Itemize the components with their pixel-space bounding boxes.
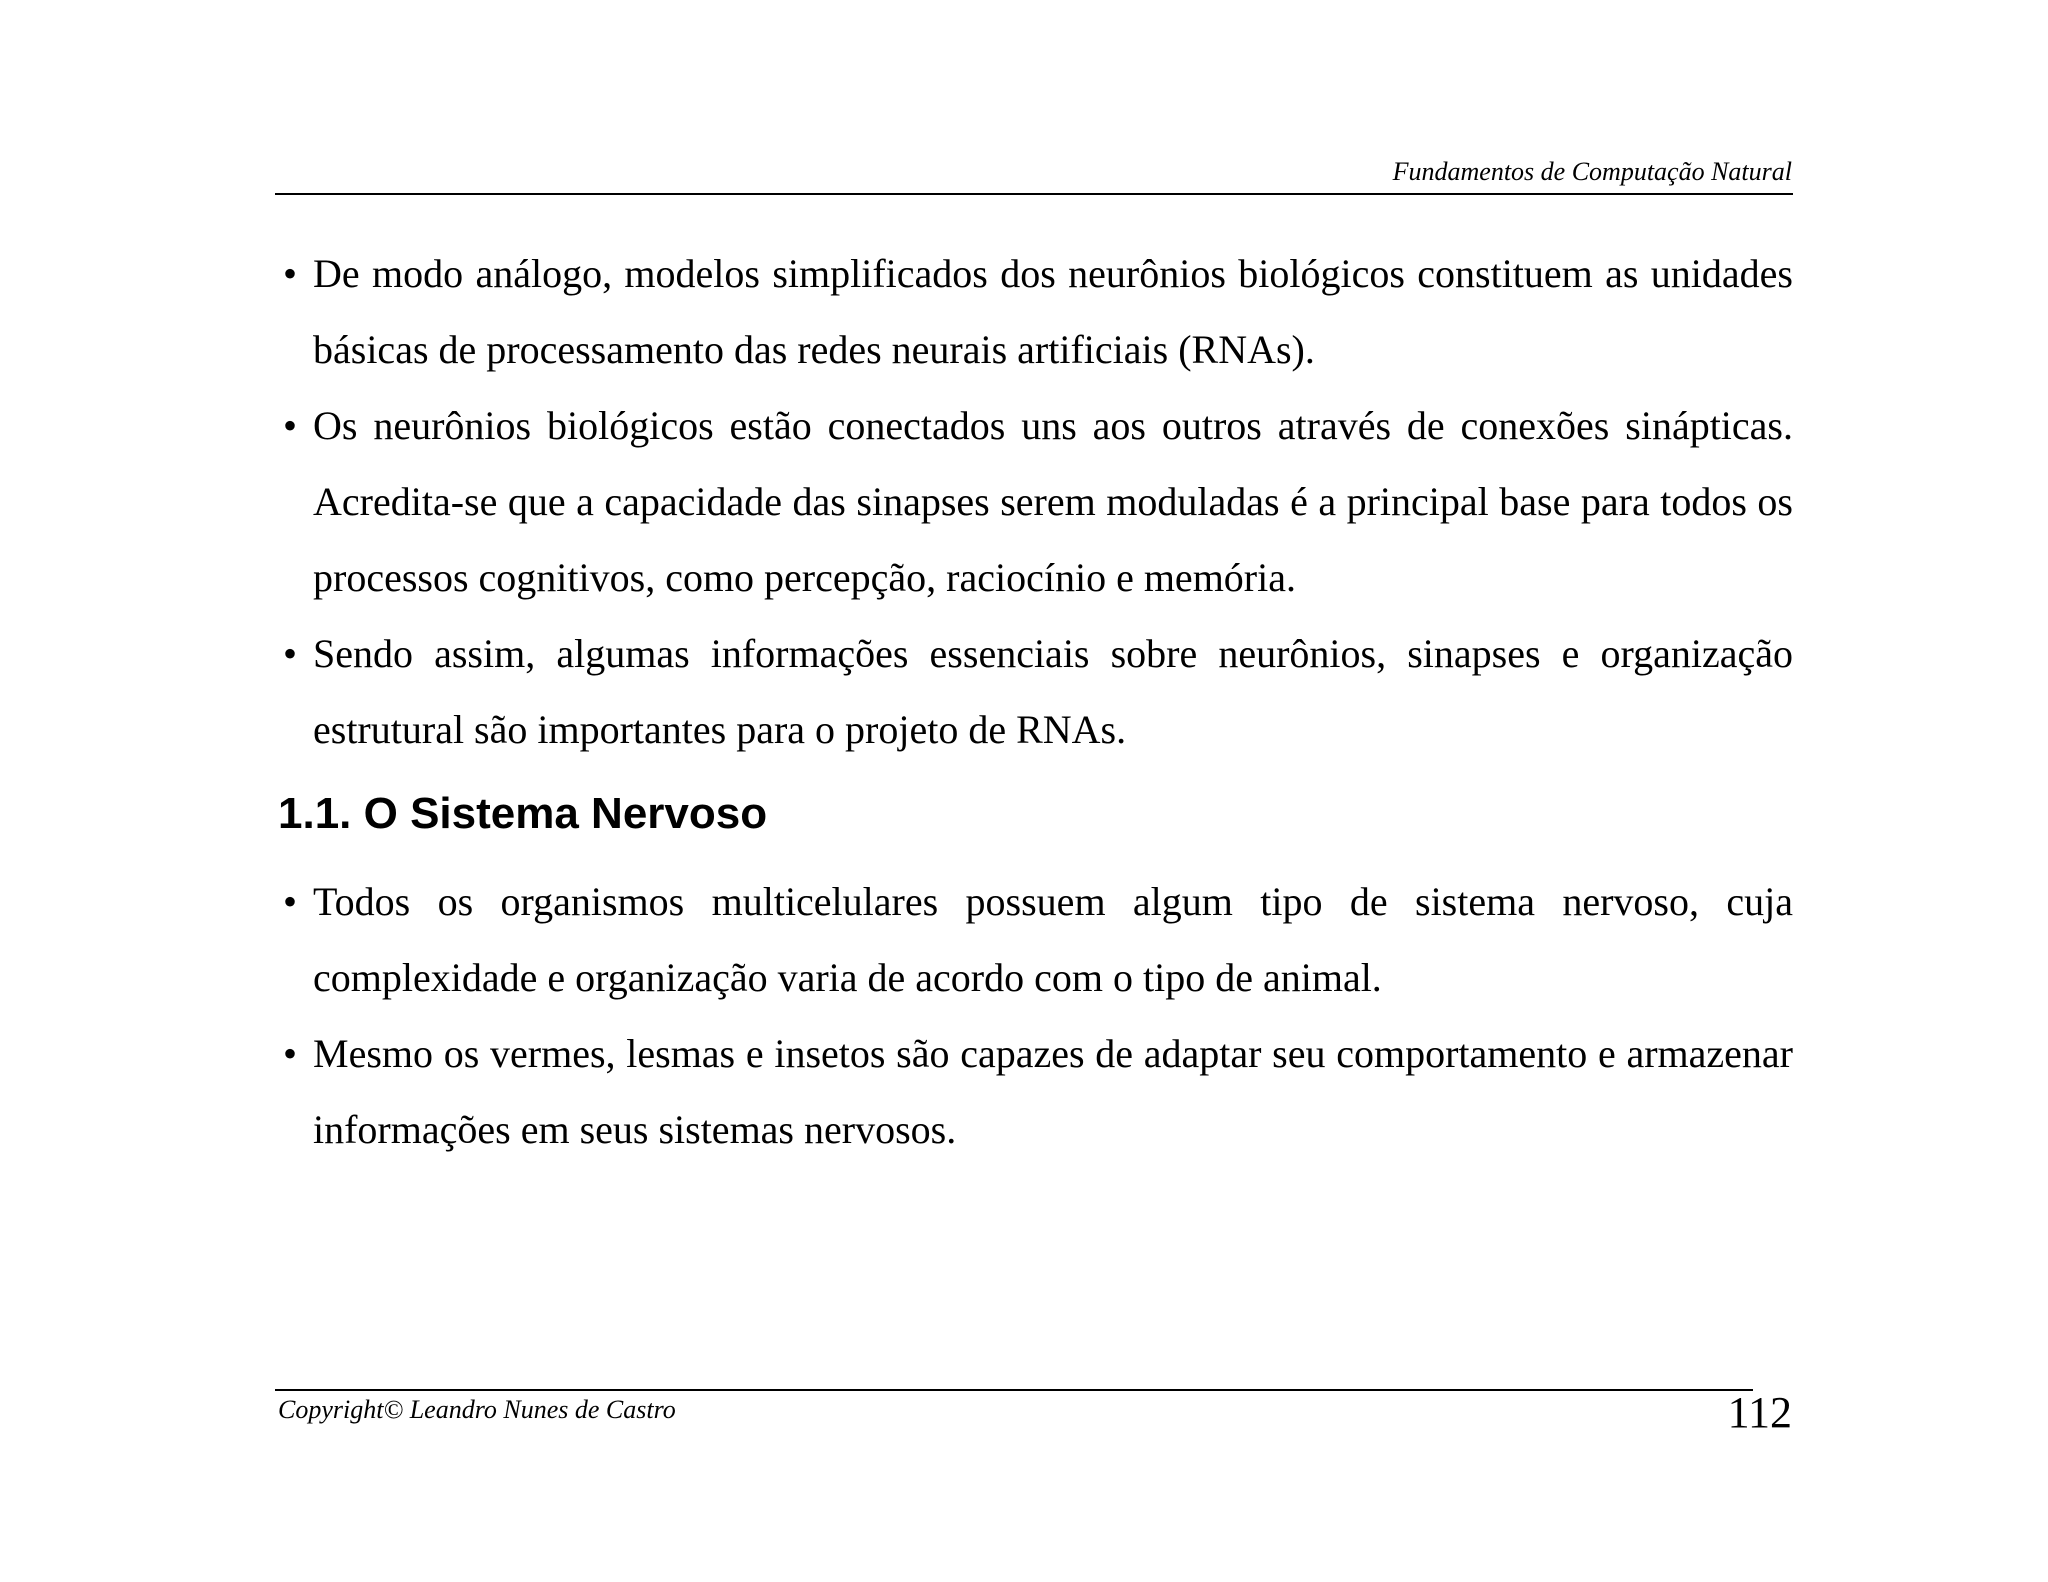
section-heading: 1.1. O Sistema Nervoso — [278, 789, 768, 838]
bullet-text: Sendo assim, algumas informações essenciais sobre neurônios, sinapses e organização estrutural são importantes para o projeto de RNAs. — [313, 631, 1793, 752]
bullet-text: Mesmo os vermes, lesmas e insetos são capazes de adaptar seu comportamento e armazenar informações em seus sistemas nervosos. — [313, 1031, 1793, 1152]
header-rule — [275, 193, 1793, 195]
section-bullet-list — [275, 864, 1793, 1168]
bullet-item — [275, 864, 1793, 1016]
running-header: Fundamentos de Computação Natural — [1392, 157, 1792, 186]
page-body — [275, 236, 1793, 1168]
footer-copyright: Copyright© Leandro Nunes de Castro — [278, 1395, 676, 1424]
bullet-marker: • — [282, 1031, 297, 1076]
bullet-text: De modo análogo, modelos simplificados dos neurônios biológicos constituem as unidades básicas de processamento das redes neurais artificiais (RNAs). — [313, 251, 1793, 372]
bullet-item — [275, 616, 1793, 768]
bullet-text: Os neurônios biológicos estão conectados uns aos outros através de conexões sinápticas. Acredita-se que a capacidade das sinapses serem moduladas é a principal base para todos os processos cognitivos, como percepção, raciocínio e memória. — [313, 403, 1793, 600]
page-number: 112 — [1727, 1388, 1792, 1437]
intro-bullet-list — [275, 236, 1793, 768]
footer-rule — [275, 1389, 1753, 1391]
bullet-marker: • — [282, 879, 297, 924]
bullet-item — [275, 388, 1793, 616]
bullet-item — [275, 1016, 1793, 1168]
bullet-marker: • — [282, 403, 297, 448]
bullet-item — [275, 236, 1793, 388]
bullet-marker: • — [282, 631, 297, 676]
bullet-text: Todos os organismos multicelulares possuem algum tipo de sistema nervoso, cuja complexidade e organização varia de acordo com o tipo de animal. — [313, 879, 1793, 1000]
bullet-marker: • — [282, 251, 297, 296]
